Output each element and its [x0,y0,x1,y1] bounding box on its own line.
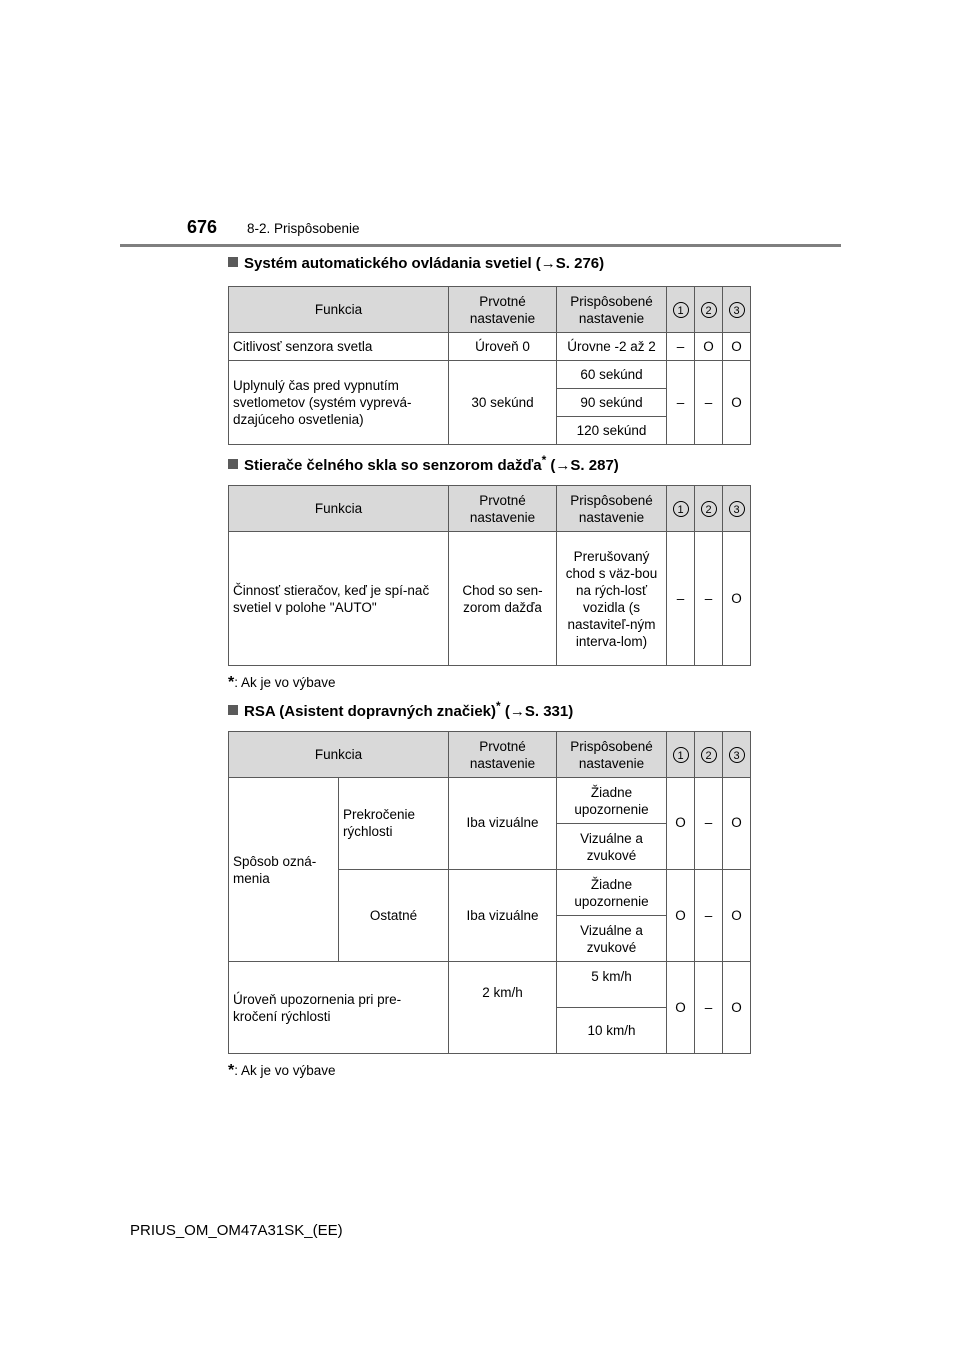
section-heading-rsa: RSA (Asistent dopravných značiek)* (→S. 331) [228,699,573,720]
table-row: Spôsob ozná-menia Prekročenie rýchlosti Iba vizuálne Žiadne upozornenie O – O [229,778,751,824]
table-row: Ostatné Iba vizuálne Žiadne upozornenie O – O [229,870,751,916]
col-header-default: Prvotné nastavenie [449,287,557,333]
table-row: Uplynulý čas pred vypnutím svetlometov (systém vyprevá-dzajúceho osvetlenia) 30 sekúnd 60 sekúnd – – O [229,361,751,389]
table-row: Citlivosť senzora svetla Úroveň 0 Úrovne -2 až 2 – O O [229,333,751,361]
col-header-method-1: 1 [667,287,695,333]
col-header-method-3: 3 [723,732,751,778]
col-header-custom: Prispôsobené nastavenie [557,287,667,333]
table-row: Vizuálne a zvukové [229,824,751,870]
col-header-method-1: 1 [667,486,695,532]
col-header-custom: Prispôsobené nastavenie [557,732,667,778]
section-heading-lights: Systém automatického ovládania svetiel (→S. 276) [228,255,604,272]
square-bullet-icon [228,705,238,715]
square-bullet-icon [228,257,238,267]
col-header-method-1: 1 [667,732,695,778]
col-header-method-3: 3 [723,486,751,532]
table-row: 90 sekúnd [229,389,751,417]
col-header-method-2: 2 [695,287,723,333]
square-bullet-icon [228,459,238,469]
col-header-method-2: 2 [695,732,723,778]
document-code: PRIUS_OM_OM47A31SK_(EE) [130,1222,343,1239]
footnote-optional: *: Ak je vo výbave [228,674,336,691]
col-header-function: Funkcia [229,486,449,532]
table-wipers [228,485,751,666]
table-row: Vizuálne a zvukové [229,916,751,962]
table-row: 10 km/h [229,1008,751,1054]
table-auto-lights [228,286,751,445]
footnote-optional: *: Ak je vo výbave [228,1062,336,1079]
col-header-method-2: 2 [695,486,723,532]
section-heading-wipers: Stierače čelného skla so senzorom dažďa* (→S. 287) [228,453,619,474]
table-row: 120 sekúnd [229,417,751,445]
section-title: 8-2. Prispôsobenie [247,221,360,236]
col-header-function: Funkcia [229,732,449,778]
page-number: 676 [187,217,218,237]
header-divider [120,244,841,247]
table-row: Činnosť stieračov, keď je spí-nač svetiel v polohe "AUTO" Chod so sen-zorom dažďa Prerušovaný chod s väz-bou na rých-losť vozidla (s nastaviteľ-ným interva-lom) – – O [229,532,751,666]
col-header-method-3: 3 [723,287,751,333]
col-header-function: Funkcia [229,287,449,333]
col-header-default: Prvotné nastavenie [449,732,557,778]
table-rsa [228,731,751,1054]
table-row: Úroveň upozornenia pri pre-kročení rýchlosti 2 km/h 5 km/h O – O [229,962,751,1008]
col-header-default: Prvotné nastavenie [449,486,557,532]
col-header-custom: Prispôsobené nastavenie [557,486,667,532]
